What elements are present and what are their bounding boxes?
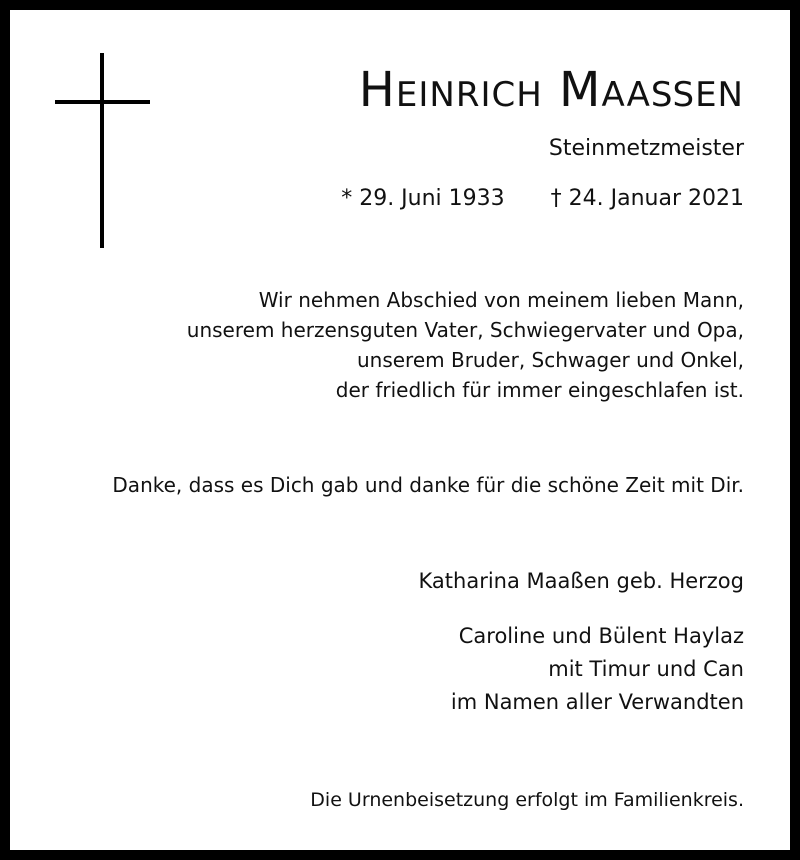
life-dates	[341, 184, 744, 214]
cross-vertical-bar	[100, 53, 104, 248]
family-line: mit Timur und Can	[548, 657, 744, 681]
farewell-line: der friedlich für immer eingeschlafen ist.	[335, 378, 744, 402]
farewell-line: unserem Bruder, Schwager und Onkel,	[356, 348, 744, 372]
thanks-text: Danke, dass es Dich gab und danke für die schöne Zeit mit Dir.	[112, 473, 744, 497]
wife-name: Katharina Maaßen geb. Herzog	[418, 569, 744, 593]
farewell-line: unserem herzensguten Vater, Schwiegervater und Opa,	[186, 318, 744, 342]
burial-note: Die Urnenbeisetzung erfolgt im Familienkreis.	[310, 789, 744, 811]
farewell-line: Wir nehmen Abschied von meinem lieben Mann,	[258, 288, 744, 312]
family-line: im Namen aller Verwandten	[450, 690, 744, 714]
birth-date: * 29. Juni 1933	[341, 186, 505, 211]
profession: Steinmetzmeister	[548, 136, 744, 161]
family-line: Caroline und Bülent Haylaz	[458, 624, 744, 648]
death-date: † 24. Januar 2021	[550, 186, 744, 211]
deceased-name: Heinrich Maaßen	[358, 62, 744, 118]
family-signature	[451, 620, 744, 719]
cross-horizontal-bar	[55, 100, 150, 104]
farewell-text	[187, 285, 744, 405]
